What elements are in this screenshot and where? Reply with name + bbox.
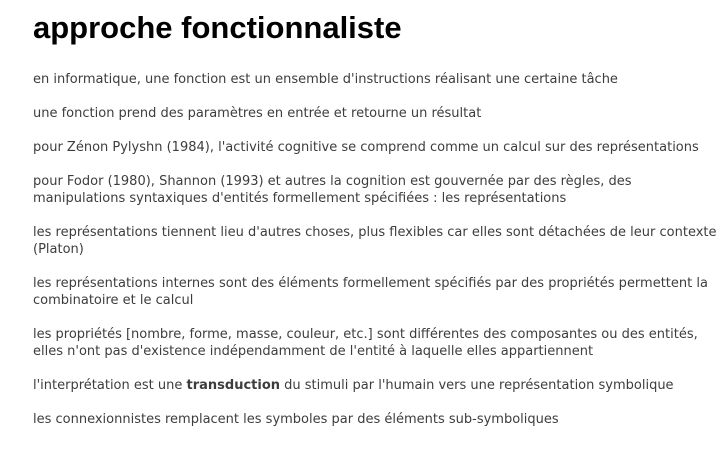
paragraph-fodor-shannon: pour Fodor (1980), Shannon (1993) et autres la cognition est gouvernée par des règles, des manipulations syntaxiques d'entités formellement spécifiées : les représentations <box>33 174 632 206</box>
paragraph-representations-platon: les représentations tiennent lieu d'autres choses, plus flexibles car elles sont détachées de leur contexte (Platon) <box>33 225 717 257</box>
paragraph-function-definition: en informatique, une fonction est un ensemble d'instructions réalisant une certaine tâche <box>33 72 618 87</box>
transduction-text-after: du stimuli par l'humain vers une représentation symbolique <box>280 378 674 393</box>
paragraph-internal-representations: les représentations internes sont des éléments formellement spécifiés par des propriétés permettent la combinatoire et le calcul <box>33 276 708 308</box>
paragraph-connexionnistes: les connexionnistes remplacent les symboles par des éléments sub-symboliques <box>33 412 559 427</box>
transduction-text-before: l'interprétation est une <box>33 378 187 393</box>
paragraph-transduction <box>33 377 725 394</box>
transduction-bold-term: transduction <box>186 378 281 393</box>
paragraph-function-io: une fonction prend des paramètres en entrée et retourne un résultat <box>33 106 482 121</box>
paragraph-pylyshn: pour Zénon Pylyshn (1984), l'activité cognitive se comprend comme un calcul sur des représentations <box>33 140 699 155</box>
page-title: approche fonctionnaliste <box>33 10 402 45</box>
paragraph-properties: les propriétés [nombre, forme, masse, couleur, etc.] sont différentes des composantes ou des entités, elles n'ont pas d'existence indépendamment de l'entité à laquelle elles appartiennent <box>33 327 698 359</box>
